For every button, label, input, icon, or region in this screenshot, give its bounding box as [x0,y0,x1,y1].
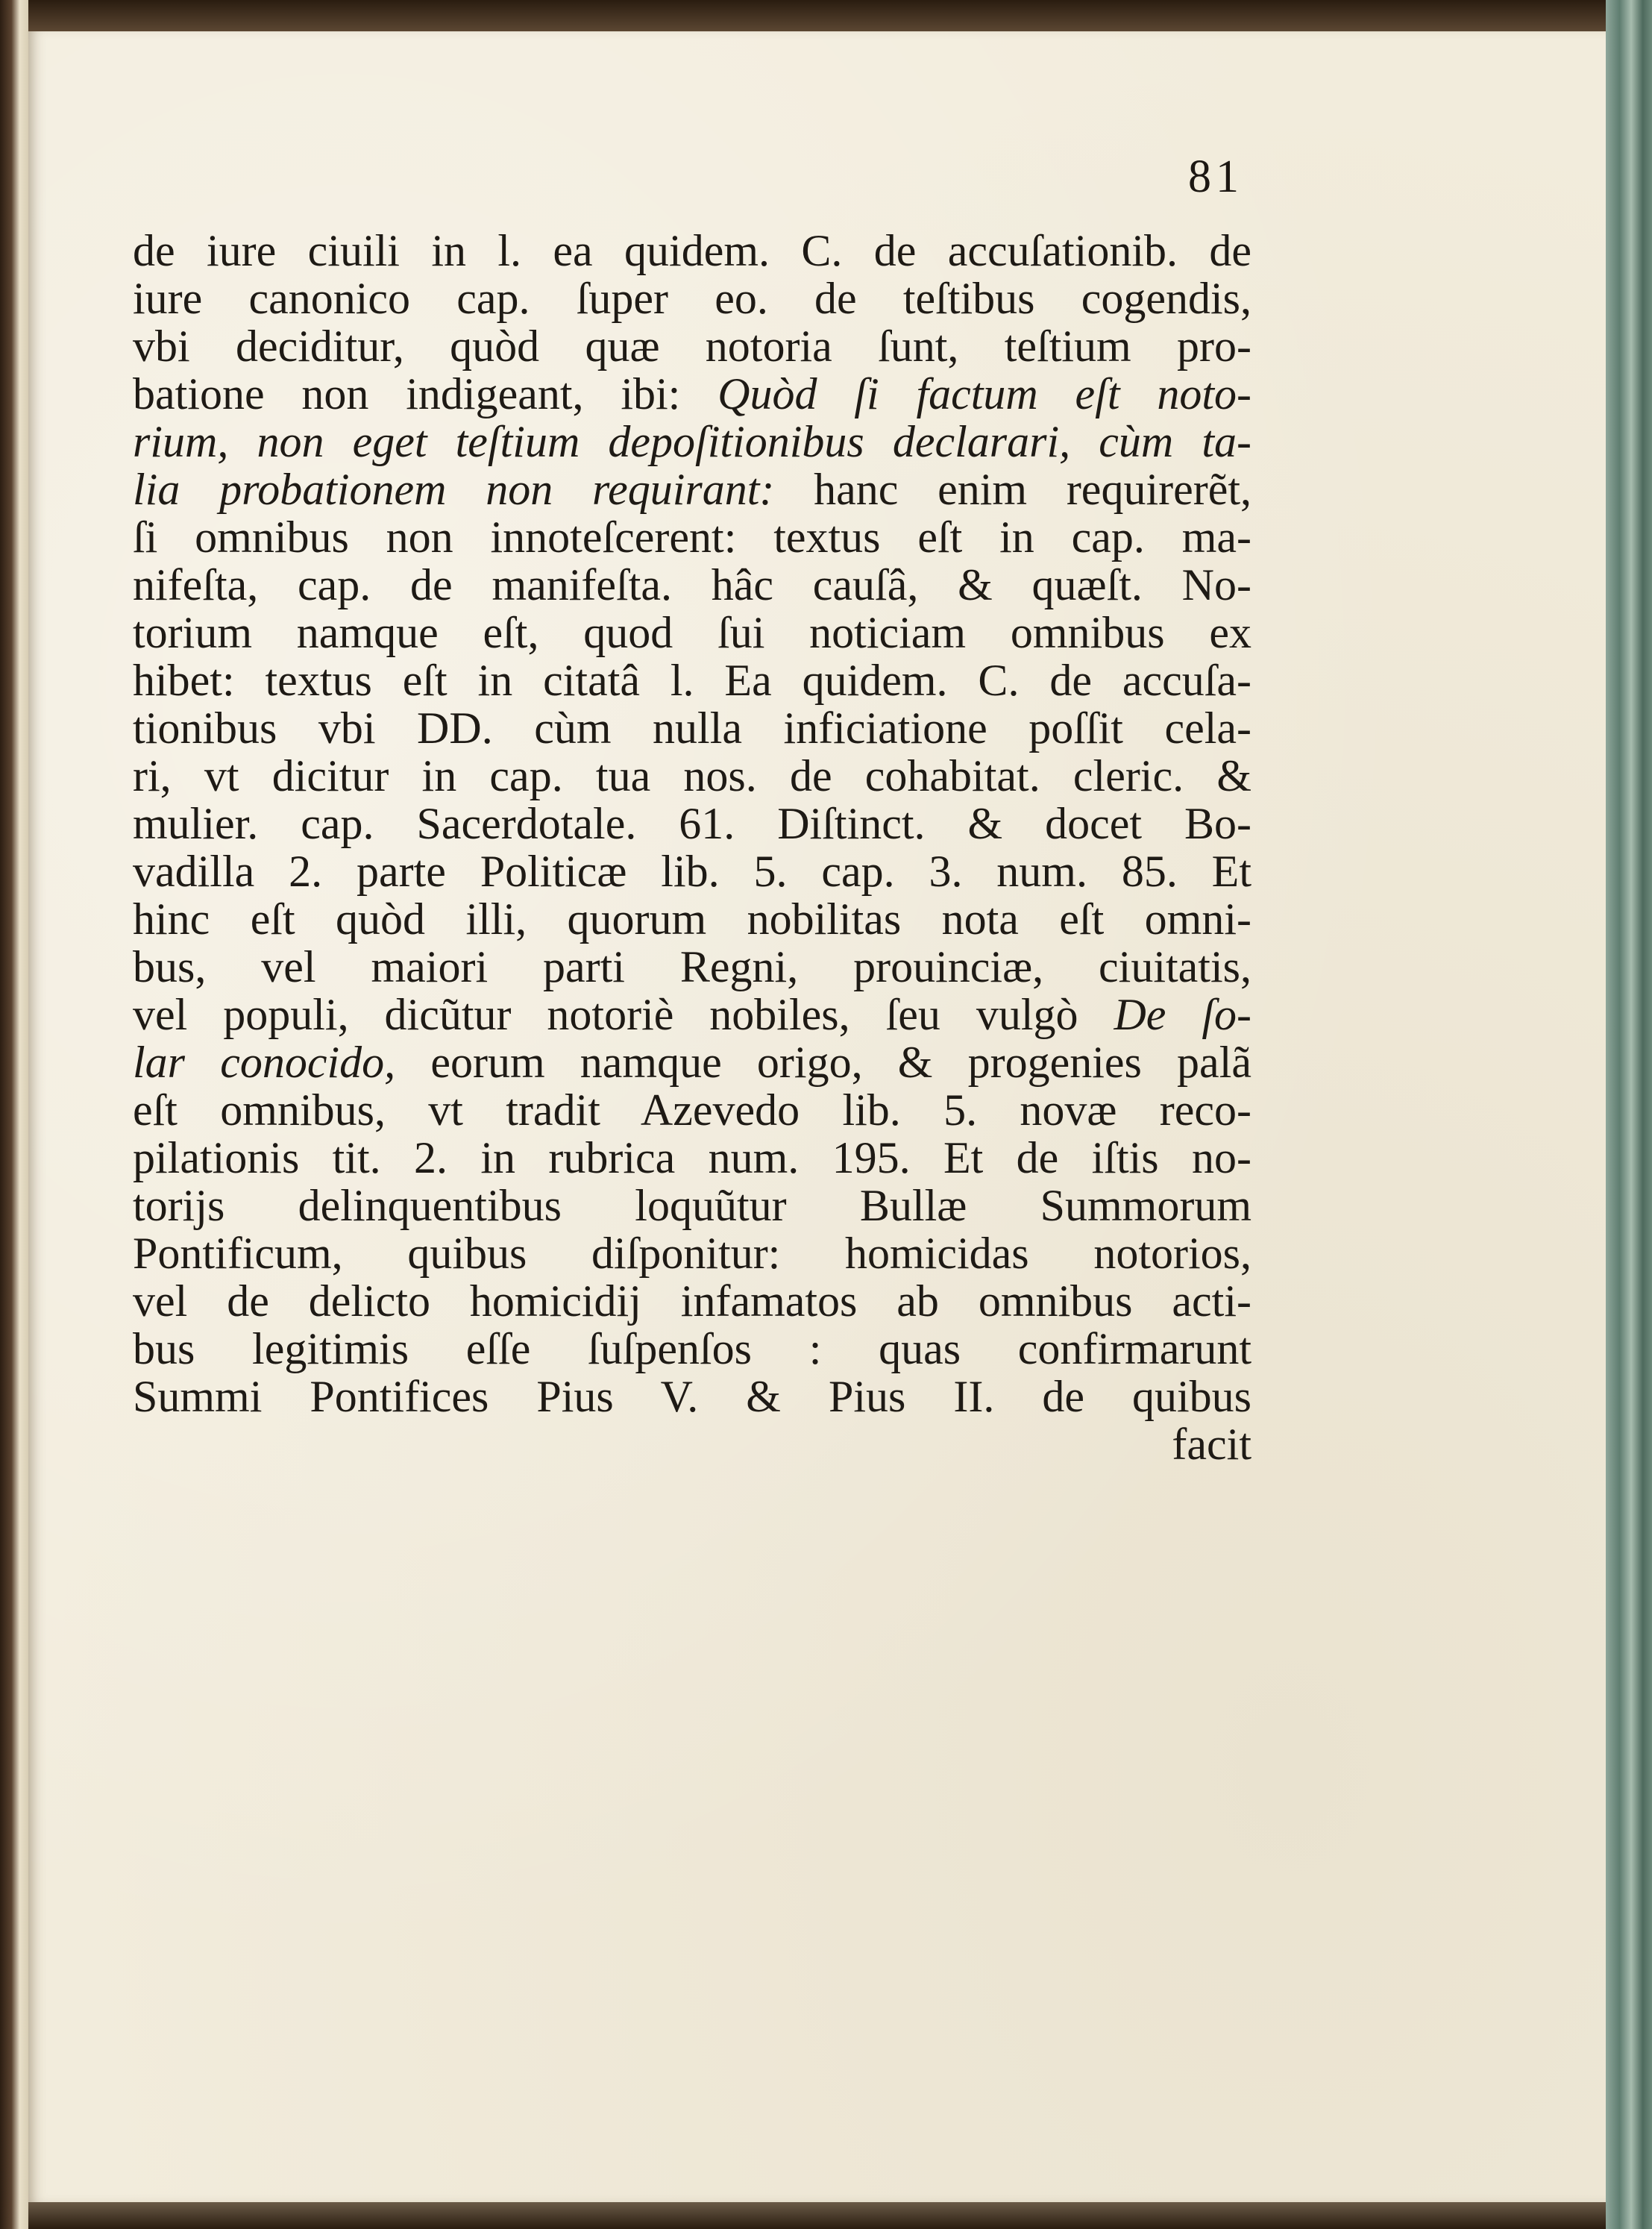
text-run: tionibus vbi DD. cùm nulla inficiatione poſſit cela- [133,703,1251,753]
text-line [133,943,1251,991]
text-line [133,1134,1251,1182]
text-run: vel de delicto homicidij infamatos ab omnibus acti- [133,1276,1251,1326]
text-run: hibet: textus eſt in citatâ l. Ea quidem. C. de accuſa- [133,656,1251,705]
text-line [133,656,1251,704]
italic-text: Quòd ſi factum eſt noto- [717,369,1251,418]
text-line [133,800,1251,847]
text-run: pilationis tit. 2. in rubrica num. 195. Et de iſtis no- [133,1133,1251,1182]
text-run: mulier. cap. Sacerdotale. 61. Diſtinct. & docet Bo- [133,799,1251,848]
text-run: bus legitimis eſſe ſuſpenſos : quas confirmarunt [133,1324,1251,1373]
italic-text: De ſo- [1114,990,1251,1039]
text-line [133,847,1251,895]
italic-text: lar conocido, [133,1038,396,1087]
text-line [133,1229,1251,1277]
text-line [133,1277,1251,1325]
bottom-edge [28,2202,1606,2229]
text-run: de iure ciuili in l. ea quidem. C. de accuſationib. de [133,226,1251,275]
text-run: bus, vel maiori parti Regni, prouinciæ, ciuitatis, [133,942,1251,991]
text-run: nifeſta, cap. de manifeſta. hâc cauſâ, & quæſt. No- [133,560,1251,609]
text-run: eſt omnibus, vt tradit Azevedo lib. 5. novæ reco- [133,1085,1251,1135]
text-run: vel populi, dicũtur notoriè nobiles, ſeu vulgò [133,990,1114,1039]
text-run: torium namque eſt, quod ſui noticiam omnibus ex [133,608,1251,657]
text-line [133,991,1251,1038]
text-run: eorum namque origo, & progenies palã [395,1038,1251,1087]
text-line [133,465,1251,513]
text-line [133,418,1251,465]
text-line [133,1038,1251,1086]
italic-text: lia probationem non requirant: [133,465,814,514]
text-line [133,609,1251,656]
text-run: hanc enim requirerẽt, [814,465,1251,514]
text-line [133,1420,1251,1468]
text-line [133,275,1251,322]
text-run: torijs delinquentibus loquũtur Bullæ Summorum [133,1181,1251,1230]
text-run: Summi Pontifices Pius V. & Pius II. de quibus [133,1372,1251,1421]
text-line [133,752,1251,800]
italic-text: rium, non eget teſtium depoſitionibus declarari, cùm ta- [133,417,1251,466]
fore-edge [1606,0,1652,2229]
text-run: batione non indigeant, ibi: [133,369,718,418]
text-line [133,370,1251,418]
text-run: vadilla 2. parte Politicæ lib. 5. cap. 3. num. 85. Et [133,847,1251,896]
text-line [133,322,1251,370]
text-run: ſi omnibus non innoteſcerent: textus eſt in cap. ma- [133,512,1251,562]
text-line [133,1325,1251,1373]
text-run: facit [1172,1420,1251,1469]
text-line [133,1373,1251,1420]
text-line [133,1086,1251,1134]
page-number: 81 [1188,151,1243,202]
text-line [133,1182,1251,1229]
book-page [28,31,1606,2202]
text-line [133,513,1251,561]
text-run: vbi deciditur, quòd quæ notoria ſunt, teſtium pro- [133,322,1251,371]
text-line [133,704,1251,752]
text-line [133,561,1251,609]
text-line [133,227,1251,275]
text-run: iure canonico cap. ſuper eo. de teſtibus cogendis, [133,274,1251,323]
top-binding-edge [28,0,1606,31]
text-run: Pontificum, quibus diſponitur: homicidas notorios, [133,1229,1251,1278]
body-text [133,227,1251,1468]
text-run: hinc eſt quòd illi, quorum nobilitas nota eſt omni- [133,894,1251,944]
text-run: ri, vt dicitur in cap. tua nos. de cohabitat. cleric. & [133,751,1251,800]
text-line [133,895,1251,943]
